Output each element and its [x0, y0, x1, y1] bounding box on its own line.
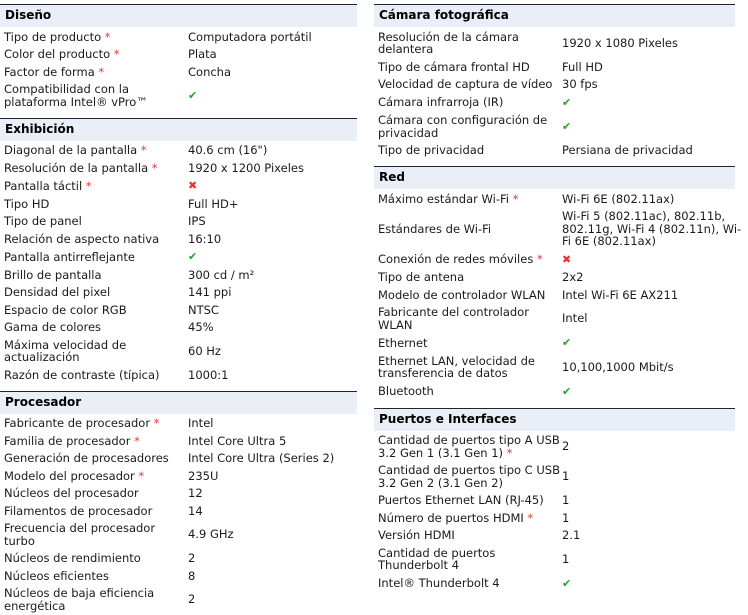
spec-value: Full HD — [562, 59, 603, 74]
spec-value: 14 — [188, 503, 203, 518]
spec-value: Persiana de privacidad — [562, 143, 693, 157]
spec-value: Wi-Fi 6E (802.11ax) — [562, 191, 675, 206]
check-icon: ✔ — [562, 119, 572, 133]
spec-value: Intel — [562, 311, 588, 326]
spec-value: 2 — [562, 439, 570, 454]
spec-section — [374, 408, 748, 593]
section-header: Red — [374, 166, 735, 189]
spec-name: Tipo de panel — [4, 214, 82, 228]
spec-row — [374, 544, 748, 574]
section-header: Exhibición — [0, 118, 357, 141]
spec-row — [0, 284, 357, 302]
required-asterisk: * — [523, 510, 534, 525]
spec-name: Cámara infrarroja (IR) — [378, 95, 504, 109]
spec-row — [374, 112, 748, 142]
spec-value: 30 fps — [562, 77, 598, 91]
spec-value — [188, 89, 357, 103]
cross-icon: ✖ — [188, 179, 198, 192]
required-asterisk: * — [134, 468, 145, 483]
check-icon: ✔ — [188, 250, 198, 263]
spec-value: 2.1 — [562, 528, 581, 542]
spec-row — [374, 142, 748, 160]
spec-name: Tipo de antena — [378, 270, 465, 284]
spec-section — [0, 391, 357, 615]
required-asterisk: * — [110, 47, 120, 61]
required-asterisk: * — [137, 143, 147, 157]
spec-value: 1920 x 1080 Pixeles — [562, 35, 678, 50]
spec-row — [374, 334, 748, 353]
spec-value: 1 — [562, 510, 570, 525]
spec-row — [0, 213, 357, 231]
required-asterisk: * — [508, 191, 519, 206]
spec-value: 2 — [188, 592, 196, 607]
spec-row — [0, 177, 357, 196]
check-icon: ✔ — [562, 384, 572, 398]
spec-value — [562, 120, 748, 134]
spec-rows — [374, 28, 748, 159]
spec-value: 10,100,1000 Mbit/s — [562, 359, 674, 374]
spec-name: Espacio de color RGB — [4, 302, 127, 317]
check-icon: ✔ — [188, 88, 198, 102]
required-asterisk: * — [150, 416, 160, 430]
spec-row — [374, 382, 748, 401]
spec-name: Tipo HD — [4, 196, 50, 211]
spec-name: Núcleos del procesador — [4, 486, 139, 500]
spec-row — [374, 574, 748, 593]
spec-row — [374, 462, 748, 492]
spec-value: 40.6 cm (16") — [188, 143, 268, 157]
spec-row — [374, 93, 748, 112]
spec-name: Núcleos de baja eficiencia energética — [4, 586, 155, 613]
spec-value: Intel Core Ultra (Series 2) — [188, 451, 335, 465]
spec-row — [0, 550, 357, 568]
spec-row — [0, 301, 357, 319]
spec-value: 1920 x 1200 Pixeles — [188, 160, 304, 175]
spec-name: Bluetooth — [378, 384, 434, 398]
spec-value — [562, 253, 748, 267]
spec-name: Ethernet LAN, velocidad de transferencia de datos — [378, 353, 535, 380]
spec-value: Intel Wi-Fi 6E AX211 — [562, 287, 679, 302]
spec-row — [0, 266, 357, 284]
spec-column-right — [374, 4, 748, 615]
spec-row — [374, 76, 748, 94]
spec-row — [374, 432, 748, 462]
spec-row — [0, 467, 357, 485]
spec-row — [374, 28, 748, 58]
spec-name: Resolución de la pantalla * — [4, 160, 158, 175]
spec-name: Fabricante del controlador WLAN — [378, 305, 529, 332]
spec-row — [0, 28, 357, 46]
check-icon: ✔ — [562, 576, 572, 590]
spec-value — [562, 96, 748, 110]
spec-value: Wi-Fi 5 (802.11ac), 802.11b, 802.11g, Wi-Fi 4 (802.11n), Wi-Fi 6E (802.11ax) — [562, 209, 742, 248]
spec-value — [188, 250, 357, 264]
spec-name: Generación de procesadores — [4, 451, 169, 465]
required-asterisk: * — [94, 64, 105, 79]
spec-rows — [374, 432, 748, 593]
spec-value: Concha — [188, 64, 232, 79]
spec-value: 60 Hz — [188, 343, 221, 358]
spec-name: Compatibilidad con la plataforma Intel® vPro™ — [4, 82, 148, 109]
spec-value: Computadora portátil — [188, 29, 312, 44]
spec-row — [0, 366, 357, 384]
spec-row — [0, 46, 357, 64]
spec-row — [374, 250, 748, 269]
spec-row — [0, 319, 357, 337]
spec-name: Intel® Thunderbolt 4 — [378, 576, 500, 590]
section-header: Cámara fotográfica — [374, 4, 735, 27]
spec-row — [0, 81, 357, 111]
spec-name: Estándares de Wi-Fi — [378, 221, 492, 236]
spec-row — [0, 567, 357, 585]
spec-row — [0, 142, 357, 160]
spec-value: 1 — [562, 469, 570, 484]
spec-rows — [0, 415, 357, 615]
check-icon: ✔ — [562, 336, 572, 349]
required-asterisk: * — [533, 252, 543, 266]
spec-value: Intel — [188, 416, 214, 430]
cross-icon: ✖ — [562, 252, 572, 266]
spec-name: Fabricante de procesador * — [4, 416, 160, 430]
spec-row — [0, 502, 357, 520]
spec-name: Resolución de la cámara delantera — [378, 29, 519, 56]
section-header: Procesador — [0, 391, 357, 414]
spec-name: Ethernet — [378, 335, 428, 350]
check-icon: ✔ — [562, 95, 572, 109]
spec-name: Color del producto * — [4, 47, 120, 61]
spec-row — [0, 159, 357, 177]
spec-row — [374, 286, 748, 304]
spec-row — [0, 485, 357, 503]
spec-name: Cantidad de puertos tipo A USB 3.2 Gen 1 (3.1 Gen 1) * — [378, 433, 560, 460]
spec-name: Modelo de controlador WLAN — [378, 287, 546, 302]
spec-row — [374, 352, 748, 382]
section-header: Puertos e Interfaces — [374, 408, 735, 431]
spec-value: 16:10 — [188, 231, 222, 246]
required-asterisk: * — [503, 445, 513, 460]
spec-row — [374, 190, 748, 208]
spec-value: 45% — [188, 320, 214, 334]
spec-row — [0, 195, 357, 213]
required-asterisk: * — [130, 433, 140, 448]
spec-value — [562, 336, 748, 350]
spec-name: Velocidad de captura de vídeo — [378, 77, 553, 91]
spec-name: Cantidad de puertos Thunderbolt 4 — [378, 545, 496, 572]
spec-value — [188, 179, 357, 193]
spec-row — [374, 304, 748, 334]
spec-name: Familia de procesador * — [4, 433, 140, 448]
spec-row — [0, 230, 357, 248]
spec-row — [0, 432, 357, 450]
spec-value: 8 — [188, 568, 196, 583]
spec-name: Diagonal de la pantalla * — [4, 143, 147, 157]
spec-value: 2 — [188, 551, 196, 565]
spec-name: Tipo de producto * — [4, 29, 111, 44]
spec-value: 1 — [562, 551, 570, 566]
spec-value: 300 cd / m² — [188, 267, 255, 282]
spec-value: Full HD+ — [188, 196, 239, 211]
spec-value: 141 ppi — [188, 285, 232, 299]
spec-value: 1 — [562, 493, 570, 507]
spec-value: 12 — [188, 486, 203, 500]
spec-name: Cámara con configuración de privacidad — [378, 113, 548, 140]
spec-row — [374, 492, 748, 510]
required-asterisk: * — [82, 178, 92, 193]
spec-name: Máxima velocidad de actualización — [4, 337, 127, 364]
spec-name: Filamentos de procesador — [4, 503, 153, 518]
spec-name: Conexión de redes móviles * — [378, 252, 543, 266]
spec-section — [374, 166, 748, 401]
spec-rows — [374, 190, 748, 401]
spec-row — [0, 248, 357, 267]
spec-row — [0, 520, 357, 550]
spec-row — [374, 527, 748, 545]
spec-value: Plata — [188, 47, 217, 61]
spec-row — [374, 269, 748, 287]
spec-value: 4.9 GHz — [188, 527, 234, 542]
spec-name: Razón de contraste (típica) — [4, 367, 160, 382]
spec-column-left — [0, 4, 357, 615]
spec-section — [0, 118, 357, 384]
spec-value: NTSC — [188, 302, 219, 317]
required-asterisk: * — [148, 160, 158, 175]
spec-rows — [0, 142, 357, 384]
spec-name: Pantalla táctil * — [4, 178, 92, 193]
spec-section — [0, 4, 357, 111]
section-header: Diseño — [0, 4, 357, 27]
spec-row — [374, 58, 748, 76]
spec-name: Núcleos de rendimiento — [4, 551, 141, 565]
spec-row — [0, 415, 357, 433]
spec-name: Tipo de privacidad — [378, 143, 485, 157]
spec-name: Cantidad de puertos tipo C USB 3.2 Gen 2 (3.1 Gen 2) — [378, 463, 560, 490]
spec-row — [0, 336, 357, 366]
spec-value: 235U — [188, 468, 219, 483]
spec-name: Núcleos eficientes — [4, 568, 109, 583]
spec-rows — [0, 28, 357, 111]
required-asterisk: * — [101, 29, 111, 44]
spec-row — [0, 585, 357, 615]
spec-name: Pantalla antirreflejante — [4, 249, 135, 264]
spec-section — [374, 4, 748, 159]
spec-value: IPS — [188, 214, 206, 228]
spec-name: Relación de aspecto nativa — [4, 231, 160, 246]
spec-name: Número de puertos HDMI * — [378, 510, 534, 525]
spec-value — [562, 385, 748, 399]
spec-name: Máximo estándar Wi-Fi * — [378, 191, 519, 206]
spec-value: 1000:1 — [188, 367, 229, 382]
spec-name: Factor de forma * — [4, 64, 105, 79]
spec-name: Puertos Ethernet LAN (RJ-45) — [378, 493, 544, 507]
spec-name: Modelo del procesador * — [4, 468, 145, 483]
spec-name: Gama de colores — [4, 320, 102, 334]
spec-row — [374, 208, 748, 251]
spec-name: Densidad del pixel — [4, 285, 111, 299]
spec-value: 2x2 — [562, 270, 584, 284]
spec-value: Intel Core Ultra 5 — [188, 433, 287, 448]
spec-row — [0, 63, 357, 81]
spec-name: Brillo de pantalla — [4, 267, 102, 282]
spec-name: Tipo de cámara frontal HD — [378, 59, 530, 74]
spec-row — [374, 509, 748, 527]
spec-name: Frecuencia del procesador turbo — [4, 521, 156, 548]
spec-row — [0, 450, 357, 468]
spec-name: Versión HDMI — [378, 528, 455, 542]
